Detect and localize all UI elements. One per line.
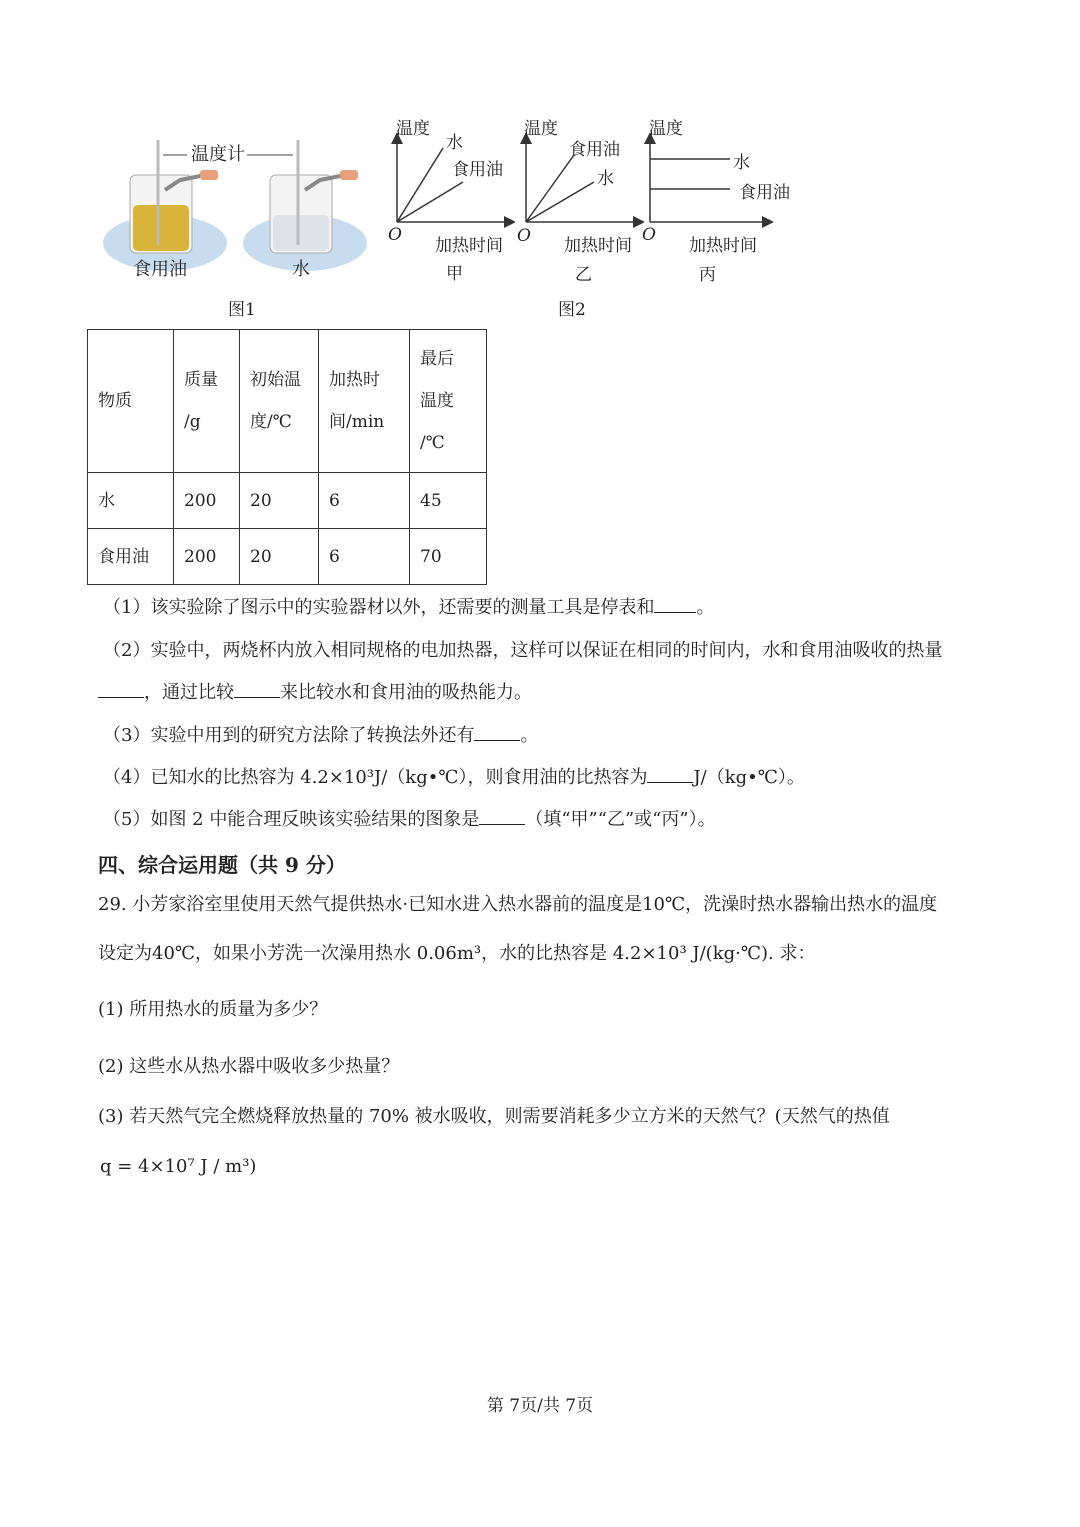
header-substance: 物质 <box>88 330 174 473</box>
table-cell: 70 <box>410 529 487 585</box>
table-cell: 20 <box>240 529 319 585</box>
table-cell: 水 <box>88 473 174 529</box>
table-cell: 6 <box>319 473 410 529</box>
problem-29-sub2: (2) 这些水从热水器中吸收多少热量？ <box>98 1056 400 1077</box>
graph-jia-xlabel: 加热时间 <box>435 236 503 256</box>
thermometer-label: 温度计 <box>191 144 245 165</box>
line-oil <box>397 182 463 222</box>
answer-blank <box>479 824 525 825</box>
question-5: （5）如图 2 中能合理反映该实验结果的图象是 （填“甲”“乙”或“丙”）。 <box>103 809 716 830</box>
table-cell: 200 <box>174 473 240 529</box>
answer-blank <box>234 697 280 698</box>
table-cell: 200 <box>174 529 240 585</box>
answer-blank <box>98 697 144 698</box>
table-cell: 6 <box>319 529 410 585</box>
question-3: （3）实验中用到的研究方法除了转换法外还有 。 <box>103 725 539 746</box>
answer-blank <box>654 612 696 613</box>
problem-29-sub3-line2: q = 4×10⁷ J / m³) <box>100 1156 257 1177</box>
table-cell: 45 <box>410 473 487 529</box>
graph-jia-origin: O <box>388 225 402 245</box>
graph-bing-origin: O <box>642 225 656 245</box>
beaker-right-label: 水 <box>292 259 310 280</box>
header-initial-temp: 初始温 度/℃ <box>240 330 319 473</box>
answer-blank <box>474 740 520 741</box>
table-cell: 20 <box>240 473 319 529</box>
page-footer: 第 7页/共 7页 <box>486 1396 594 1416</box>
figure-2-caption: 图2 <box>558 300 586 320</box>
graph-bing-id: 丙 <box>699 265 716 285</box>
table-cell: 食用油 <box>88 529 174 585</box>
graph-jia-id: 甲 <box>446 264 463 284</box>
graph-bing-xlabel: 加热时间 <box>689 236 757 256</box>
graph-jia-ylabel: 温度 <box>396 119 430 139</box>
experiment-table <box>87 329 487 585</box>
graph-yi-origin: O <box>517 226 531 246</box>
graph-bing-ylabel: 温度 <box>649 119 683 139</box>
problem-29-sub1: (1) 所用热水的质量为多少？ <box>98 999 328 1020</box>
header-final-temp: 最后 温度 /℃ <box>410 330 487 473</box>
question-2-line1: （2）实验中，两烧杯内放入相同规格的电加热器，这样可以保证在相同的时间内，水和食用油吸收的热量 <box>103 640 943 661</box>
table-row <box>88 473 487 529</box>
beaker-left-label: 食用油 <box>133 259 187 280</box>
question-1: （1）该实验除了图示中的实验器材以外，还需要的测量工具是停表和 。 <box>103 597 715 618</box>
graph-jia-line2-label: 食用油 <box>452 160 503 180</box>
graph-yi-id: 乙 <box>575 265 592 285</box>
figure-1-caption: 图1 <box>228 300 256 320</box>
graph-bing-line1-label: 水 <box>733 153 750 173</box>
section-title: 四、综合运用题（共 9 分） <box>98 853 346 877</box>
oil-liquid <box>133 205 189 251</box>
line-water <box>526 182 594 222</box>
line-oil <box>526 155 574 222</box>
graph-yi-line2-label: 水 <box>597 169 614 189</box>
graph-yi-line1-label: 食用油 <box>569 140 620 160</box>
graph-bing-line2-label: 食用油 <box>739 183 790 203</box>
problem-29-line1: 29. 小芳家浴室里使用天然气提供热水·已知水进入热水器前的温度是10℃，洗澡时热水器输出热水的温度 <box>98 894 938 915</box>
header-heating-time: 加热时 间/min <box>319 330 410 473</box>
question-2-line2: ，通过比较 来比较水和食用油的吸热能力。 <box>98 681 532 705</box>
problem-29-line2: 设定为40℃，如果小芳洗一次澡用热水 0.06m³，水的比热容是 4.2×10³ J/(kg·℃). 求： <box>98 943 816 964</box>
graph-jia-line1-label: 水 <box>446 133 463 153</box>
header-mass: 质量 /g <box>174 330 240 473</box>
graph-yi-ylabel: 温度 <box>524 119 558 139</box>
question-4: （4）已知水的比热容为 4.2×10³J/（kg•℃），则食用油的比热容为 J/（kg•℃）。 <box>103 767 805 788</box>
plug-left <box>200 170 218 180</box>
line-water <box>397 148 443 222</box>
plug-right <box>340 170 358 180</box>
table-header-row <box>88 330 487 473</box>
table-row <box>88 529 487 585</box>
graph-yi-xlabel: 加热时间 <box>564 236 632 256</box>
problem-29-sub3: (3) 若天然气完全燃烧释放热量的 70% 被水吸收，则需要消耗多少立方米的天然气？(天然气的热值 <box>98 1106 890 1127</box>
answer-blank <box>647 782 693 783</box>
water-liquid <box>273 215 329 251</box>
